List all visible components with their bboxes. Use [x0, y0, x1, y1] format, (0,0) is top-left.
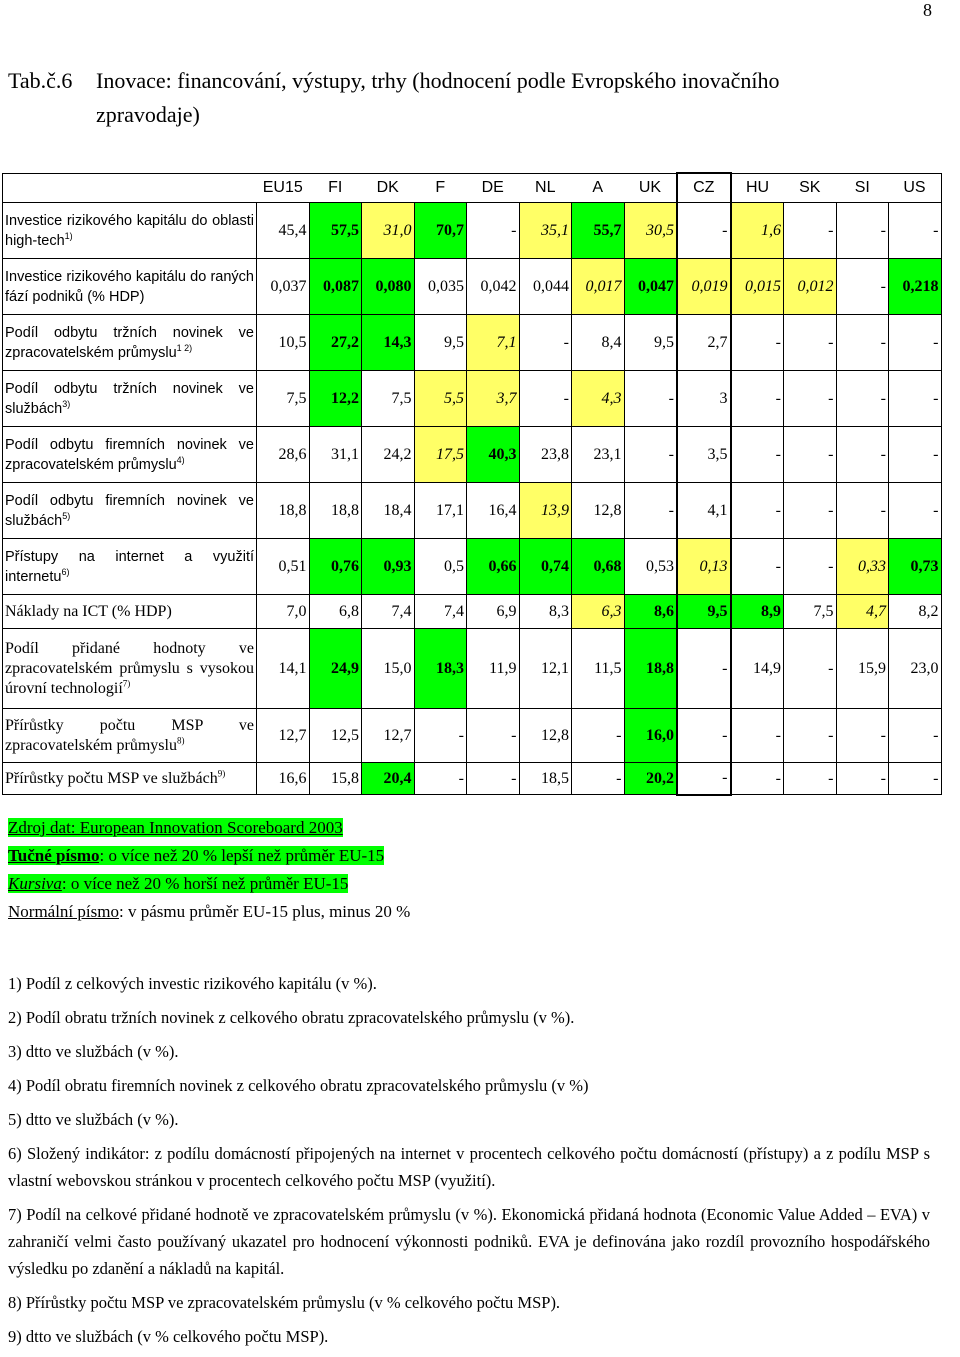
- table-cell-fi: 6,8: [309, 595, 362, 629]
- legend-normal-text: : v pásmu průměr EU-15 plus, minus 20 %: [118, 902, 411, 921]
- footnote-ref: 8): [176, 735, 185, 746]
- table-cell-uk: 16,0: [624, 709, 677, 763]
- table-cell-a: -: [572, 763, 625, 795]
- column-header-nl: NL: [519, 173, 572, 203]
- footnote-3: 3) dtto ve službách (v %).: [8, 1042, 179, 1061]
- row-label: Podíl odbytu tržních novinek ve zpracovatelském průmyslu$^{1 2)}$: [3, 315, 257, 371]
- column-header-dk: DK: [362, 173, 415, 203]
- title-line-2: zpravodaje): [96, 102, 200, 127]
- footnote-4: 4) Podíl obratu firemních novinek z celkového obratu zpracovatelského průmyslu (v %): [8, 1076, 589, 1095]
- table-cell-nl: -: [519, 315, 572, 371]
- table-row: [3, 483, 942, 539]
- table-cell-hu: -: [731, 483, 784, 539]
- table-cell-uk: 18,8: [624, 629, 677, 709]
- table-cell-dk: 18,4: [362, 483, 415, 539]
- table-cell-fi: 27,2: [309, 315, 362, 371]
- row-label: Přírůstky počtu MSP ve službách$^{9)}$: [3, 763, 257, 795]
- table-cell-a: 11,5: [572, 629, 625, 709]
- table-cell-dk: 20,4: [362, 763, 415, 795]
- table-row: [3, 427, 942, 483]
- table-cell-cz: 3: [677, 371, 731, 427]
- table-cell-dk: 0,080: [362, 259, 415, 315]
- table-cell-nl: 8,3: [519, 595, 572, 629]
- row-label: Přírůstky počtu MSP ve zpracovatelském průmyslu$^{8)}$: [3, 709, 257, 763]
- table-label: Tab.č.6: [8, 68, 73, 93]
- table-row: [3, 203, 942, 259]
- table-cell-nl: 35,1: [519, 203, 572, 259]
- table-cell-de: -: [467, 763, 520, 795]
- table-cell-us: 8,2: [889, 595, 942, 629]
- table-cell-us: -: [889, 203, 942, 259]
- table-row: [3, 539, 942, 595]
- table-cell-us: 23,0: [889, 629, 942, 709]
- table-cell-fi: 12,5: [309, 709, 362, 763]
- table-cell-f: 0,035: [414, 259, 467, 315]
- column-header-uk: UK: [624, 173, 677, 203]
- table-cell-de: 0,66: [467, 539, 520, 595]
- footnote-8: 8) Přírůstky počtu MSP ve zpracovatelském průmyslu (v % celkového počtu MSP).: [8, 1293, 561, 1312]
- table-cell-hu: -: [731, 539, 784, 595]
- column-header-si: SI: [836, 173, 889, 203]
- footnote-9: 9) dtto ve službách (v % celkového počtu MSP).: [8, 1327, 329, 1346]
- column-header-fi: FI: [309, 173, 362, 203]
- table-cell-fi: 31,1: [309, 427, 362, 483]
- row-label: Investice rizikového kapitálu do oblasti high-tech$^{1)}$: [3, 203, 257, 259]
- footnote-6: 6) Složený indikátor: z podílu domácností připojených na internet v procentech celkového počtu domácností (přístupy) a z podílu MSP s vlastní webovskou stránkou v procentech celkového počtu MSP (využití).: [8, 1144, 930, 1190]
- table-cell-hu: 1,6: [731, 203, 784, 259]
- table-cell-si: -: [836, 483, 889, 539]
- table-cell-cz: 3,5: [677, 427, 731, 483]
- table-cell-uk: 8,6: [624, 595, 677, 629]
- table-cell-de: 6,9: [467, 595, 520, 629]
- table-cell-us: -: [889, 315, 942, 371]
- table-cell-us: -: [889, 709, 942, 763]
- table-cell-eu15: 12,7: [257, 709, 310, 763]
- row-label: Podíl odbytu firemních novinek ve službách$^{5)}$: [3, 483, 257, 539]
- footnote-2: 2) Podíl obratu tržních novinek z celkového obratu zpracovatelského průmyslu (v %).: [8, 1008, 575, 1027]
- table-cell-cz: 4,1: [677, 483, 731, 539]
- column-header-hu: HU: [731, 173, 784, 203]
- table-cell-eu15: 7,5: [257, 371, 310, 427]
- table-cell-hu: -: [731, 709, 784, 763]
- table-cell-uk: -: [624, 483, 677, 539]
- table-cell-cz: -: [677, 709, 731, 763]
- title-line-1: Inovace: financování, výstupy, trhy (hodnocení podle Evropského inovačního: [96, 68, 780, 93]
- table-cell-a: 55,7: [572, 203, 625, 259]
- table-cell-us: -: [889, 763, 942, 795]
- table-cell-sk: -: [784, 629, 837, 709]
- footnote-5: 5) dtto ve službách (v %).: [8, 1110, 179, 1129]
- table-cell-dk: 12,7: [362, 709, 415, 763]
- table-cell-de: 0,042: [467, 259, 520, 315]
- table-cell-si: 0,33: [836, 539, 889, 595]
- table-cell-nl: 12,1: [519, 629, 572, 709]
- table-cell-nl: -: [519, 371, 572, 427]
- table-cell-si: -: [836, 709, 889, 763]
- table-cell-fi: 15,8: [309, 763, 362, 795]
- table-cell-dk: 31,0: [362, 203, 415, 259]
- table-cell-sk: -: [784, 709, 837, 763]
- table-cell-sk: -: [784, 315, 837, 371]
- table-cell-de: -: [467, 709, 520, 763]
- table-cell-sk: -: [784, 371, 837, 427]
- table-cell-hu: -: [731, 763, 784, 795]
- row-label: Podíl odbytu tržních novinek ve službách$^{3)}$: [3, 371, 257, 427]
- column-header-de: DE: [467, 173, 520, 203]
- footnote-ref: 9): [217, 768, 226, 779]
- table-cell-fi: 0,087: [309, 259, 362, 315]
- table-cell-dk: 24,2: [362, 427, 415, 483]
- table-cell-de: -: [467, 203, 520, 259]
- legend-bold-term: Tučné písmo: [8, 846, 100, 865]
- table-cell-eu15: 10,5: [257, 315, 310, 371]
- footnote-ref: 1): [64, 230, 73, 241]
- footnote-ref: 5): [62, 510, 71, 521]
- table-row: [3, 259, 942, 315]
- table-cell-de: 3,7: [467, 371, 520, 427]
- table-cell-eu15: 45,4: [257, 203, 310, 259]
- table-cell-hu: -: [731, 315, 784, 371]
- row-label: Náklady na ICT (% HDP): [3, 595, 257, 629]
- legend-normal-term: Normální písmo: [8, 902, 119, 921]
- table-cell-nl: 13,9: [519, 483, 572, 539]
- table-cell-de: 16,4: [467, 483, 520, 539]
- table-cell-sk: -: [784, 483, 837, 539]
- page-number: 8: [923, 0, 932, 20]
- table-row: [3, 763, 942, 795]
- table-cell-fi: 12,2: [309, 371, 362, 427]
- table-cell-sk: -: [784, 203, 837, 259]
- table-cell-f: 0,5: [414, 539, 467, 595]
- table-cell-hu: -: [731, 427, 784, 483]
- table-cell-a: 6,3: [572, 595, 625, 629]
- table-cell-hu: 14,9: [731, 629, 784, 709]
- header-corner: [3, 173, 257, 203]
- table-cell-cz: 0,019: [677, 259, 731, 315]
- legend-bold-text: : o více než 20 % lepší než průměr EU-15: [99, 846, 385, 865]
- table-row: [3, 629, 942, 709]
- table-cell-si: 4,7: [836, 595, 889, 629]
- table-row: [3, 315, 942, 371]
- table-cell-si: -: [836, 763, 889, 795]
- footnotes: [8, 970, 930, 1357]
- table-cell-us: 0,73: [889, 539, 942, 595]
- table-cell-a: 23,1: [572, 427, 625, 483]
- table-cell-cz: -: [677, 203, 731, 259]
- table-cell-uk: 0,047: [624, 259, 677, 315]
- table-cell-a: 0,017: [572, 259, 625, 315]
- legend: [8, 814, 410, 926]
- table-cell-eu15: 0,037: [257, 259, 310, 315]
- table-cell-dk: 7,5: [362, 371, 415, 427]
- table-cell-uk: 9,5: [624, 315, 677, 371]
- table-cell-de: 40,3: [467, 427, 520, 483]
- row-label: Přístupy na internet a využití internetu$^{6)}$: [3, 539, 257, 595]
- table-cell-a: 12,8: [572, 483, 625, 539]
- footnote-ref: 4): [176, 454, 185, 465]
- table-cell-nl: 23,8: [519, 427, 572, 483]
- footnote-ref: 3): [62, 398, 71, 409]
- table-cell-nl: 18,5: [519, 763, 572, 795]
- table-cell-dk: 7,4: [362, 595, 415, 629]
- footnote-ref: 6): [61, 566, 70, 577]
- table-cell-f: 5,5: [414, 371, 467, 427]
- table-row: [3, 709, 942, 763]
- table-cell-cz: -: [677, 629, 731, 709]
- data-source: Zdroj dat: European Innovation Scoreboard 2003: [8, 818, 343, 837]
- legend-italic-text: : o více než 20 % horší než průměr EU-15: [61, 874, 349, 893]
- table-cell-si: -: [836, 259, 889, 315]
- legend-italic-term: Kursiva: [8, 874, 62, 893]
- table-cell-sk: -: [784, 539, 837, 595]
- footnote-ref: 7): [122, 678, 131, 689]
- table-cell-fi: 18,8: [309, 483, 362, 539]
- table-cell-cz: 2,7: [677, 315, 731, 371]
- table-cell-a: -: [572, 709, 625, 763]
- table-cell-fi: 24,9: [309, 629, 362, 709]
- table-cell-nl: 12,8: [519, 709, 572, 763]
- table-cell-cz: 0,13: [677, 539, 731, 595]
- table-cell-dk: 0,93: [362, 539, 415, 595]
- column-header-cz: CZ: [677, 173, 731, 203]
- table-cell-dk: 15,0: [362, 629, 415, 709]
- footnote-7: 7) Podíl na celkové přidané hodnotě ve zpracovatelském průmyslu (v %). Ekonomická přidaná hodnota (Economic Value Added – EVA) v zahraničí velmi často používaný ukazatel pro hodnocení výkonnosti podniků. EVA je definována jako rozdíl provozního hospodářského výsledku po zdanění a nákladů na kapitál.: [8, 1205, 930, 1278]
- innovation-table: [2, 172, 942, 796]
- column-header-us: US: [889, 173, 942, 203]
- table-cell-si: -: [836, 203, 889, 259]
- table-cell-cz: -: [677, 763, 731, 795]
- table-row: [3, 371, 942, 427]
- footnote-1: 1) Podíl z celkových investic rizikového kapitálu (v %).: [8, 974, 377, 993]
- table-cell-nl: 0,044: [519, 259, 572, 315]
- table-cell-sk: -: [784, 763, 837, 795]
- table-cell-sk: -: [784, 427, 837, 483]
- table-cell-de: 11,9: [467, 629, 520, 709]
- table-cell-eu15: 14,1: [257, 629, 310, 709]
- table-cell-f: 70,7: [414, 203, 467, 259]
- table-cell-si: -: [836, 427, 889, 483]
- table-cell-sk: 7,5: [784, 595, 837, 629]
- table-cell-eu15: 18,8: [257, 483, 310, 539]
- table-cell-hu: 8,9: [731, 595, 784, 629]
- table-row: [3, 595, 942, 629]
- table-cell-hu: -: [731, 371, 784, 427]
- table-cell-us: -: [889, 483, 942, 539]
- table-cell-fi: 0,76: [309, 539, 362, 595]
- table-cell-hu: 0,015: [731, 259, 784, 315]
- table-cell-f: -: [414, 763, 467, 795]
- table-cell-uk: 20,2: [624, 763, 677, 795]
- table-cell-cz: 9,5: [677, 595, 731, 629]
- table-cell-si: 15,9: [836, 629, 889, 709]
- table-cell-f: 17,1: [414, 483, 467, 539]
- table-cell-a: 8,4: [572, 315, 625, 371]
- table-cell-us: 0,218: [889, 259, 942, 315]
- table-cell-uk: -: [624, 371, 677, 427]
- column-header-eu15: EU15: [257, 173, 310, 203]
- table-cell-de: 7,1: [467, 315, 520, 371]
- table-cell-eu15: 16,6: [257, 763, 310, 795]
- table-cell-si: -: [836, 315, 889, 371]
- table-cell-eu15: 28,6: [257, 427, 310, 483]
- table-cell-f: 9,5: [414, 315, 467, 371]
- column-header-sk: SK: [784, 173, 837, 203]
- table-cell-eu15: 7,0: [257, 595, 310, 629]
- table-cell-f: 7,4: [414, 595, 467, 629]
- table-cell-uk: 30,5: [624, 203, 677, 259]
- row-label: Podíl přidané hodnoty ve zpracovatelském průmyslu s vysokou úrovní technologií$^{7)}$: [3, 629, 257, 709]
- table-cell-sk: 0,012: [784, 259, 837, 315]
- table-cell-uk: -: [624, 427, 677, 483]
- row-label: Investice rizikového kapitálu do raných fází podniků (% HDP): [3, 259, 257, 315]
- table-cell-us: -: [889, 427, 942, 483]
- column-header-a: A: [572, 173, 625, 203]
- table-cell-f: 18,3: [414, 629, 467, 709]
- table-cell-si: -: [836, 371, 889, 427]
- table-cell-f: -: [414, 709, 467, 763]
- column-header-f: F: [414, 173, 467, 203]
- table-title: [8, 64, 938, 132]
- row-label: Podíl odbytu firemních novinek ve zpracovatelském průmyslu$^{4)}$: [3, 427, 257, 483]
- table-cell-eu15: 0,51: [257, 539, 310, 595]
- table-cell-us: -: [889, 371, 942, 427]
- table-cell-f: 17,5: [414, 427, 467, 483]
- footnote-ref: 1 2): [176, 342, 193, 353]
- table-cell-uk: 0,53: [624, 539, 677, 595]
- table-cell-nl: 0,74: [519, 539, 572, 595]
- table-cell-a: 0,68: [572, 539, 625, 595]
- table-cell-fi: 57,5: [309, 203, 362, 259]
- table-cell-dk: 14,3: [362, 315, 415, 371]
- table-cell-a: 4,3: [572, 371, 625, 427]
- header-row: [3, 173, 942, 203]
